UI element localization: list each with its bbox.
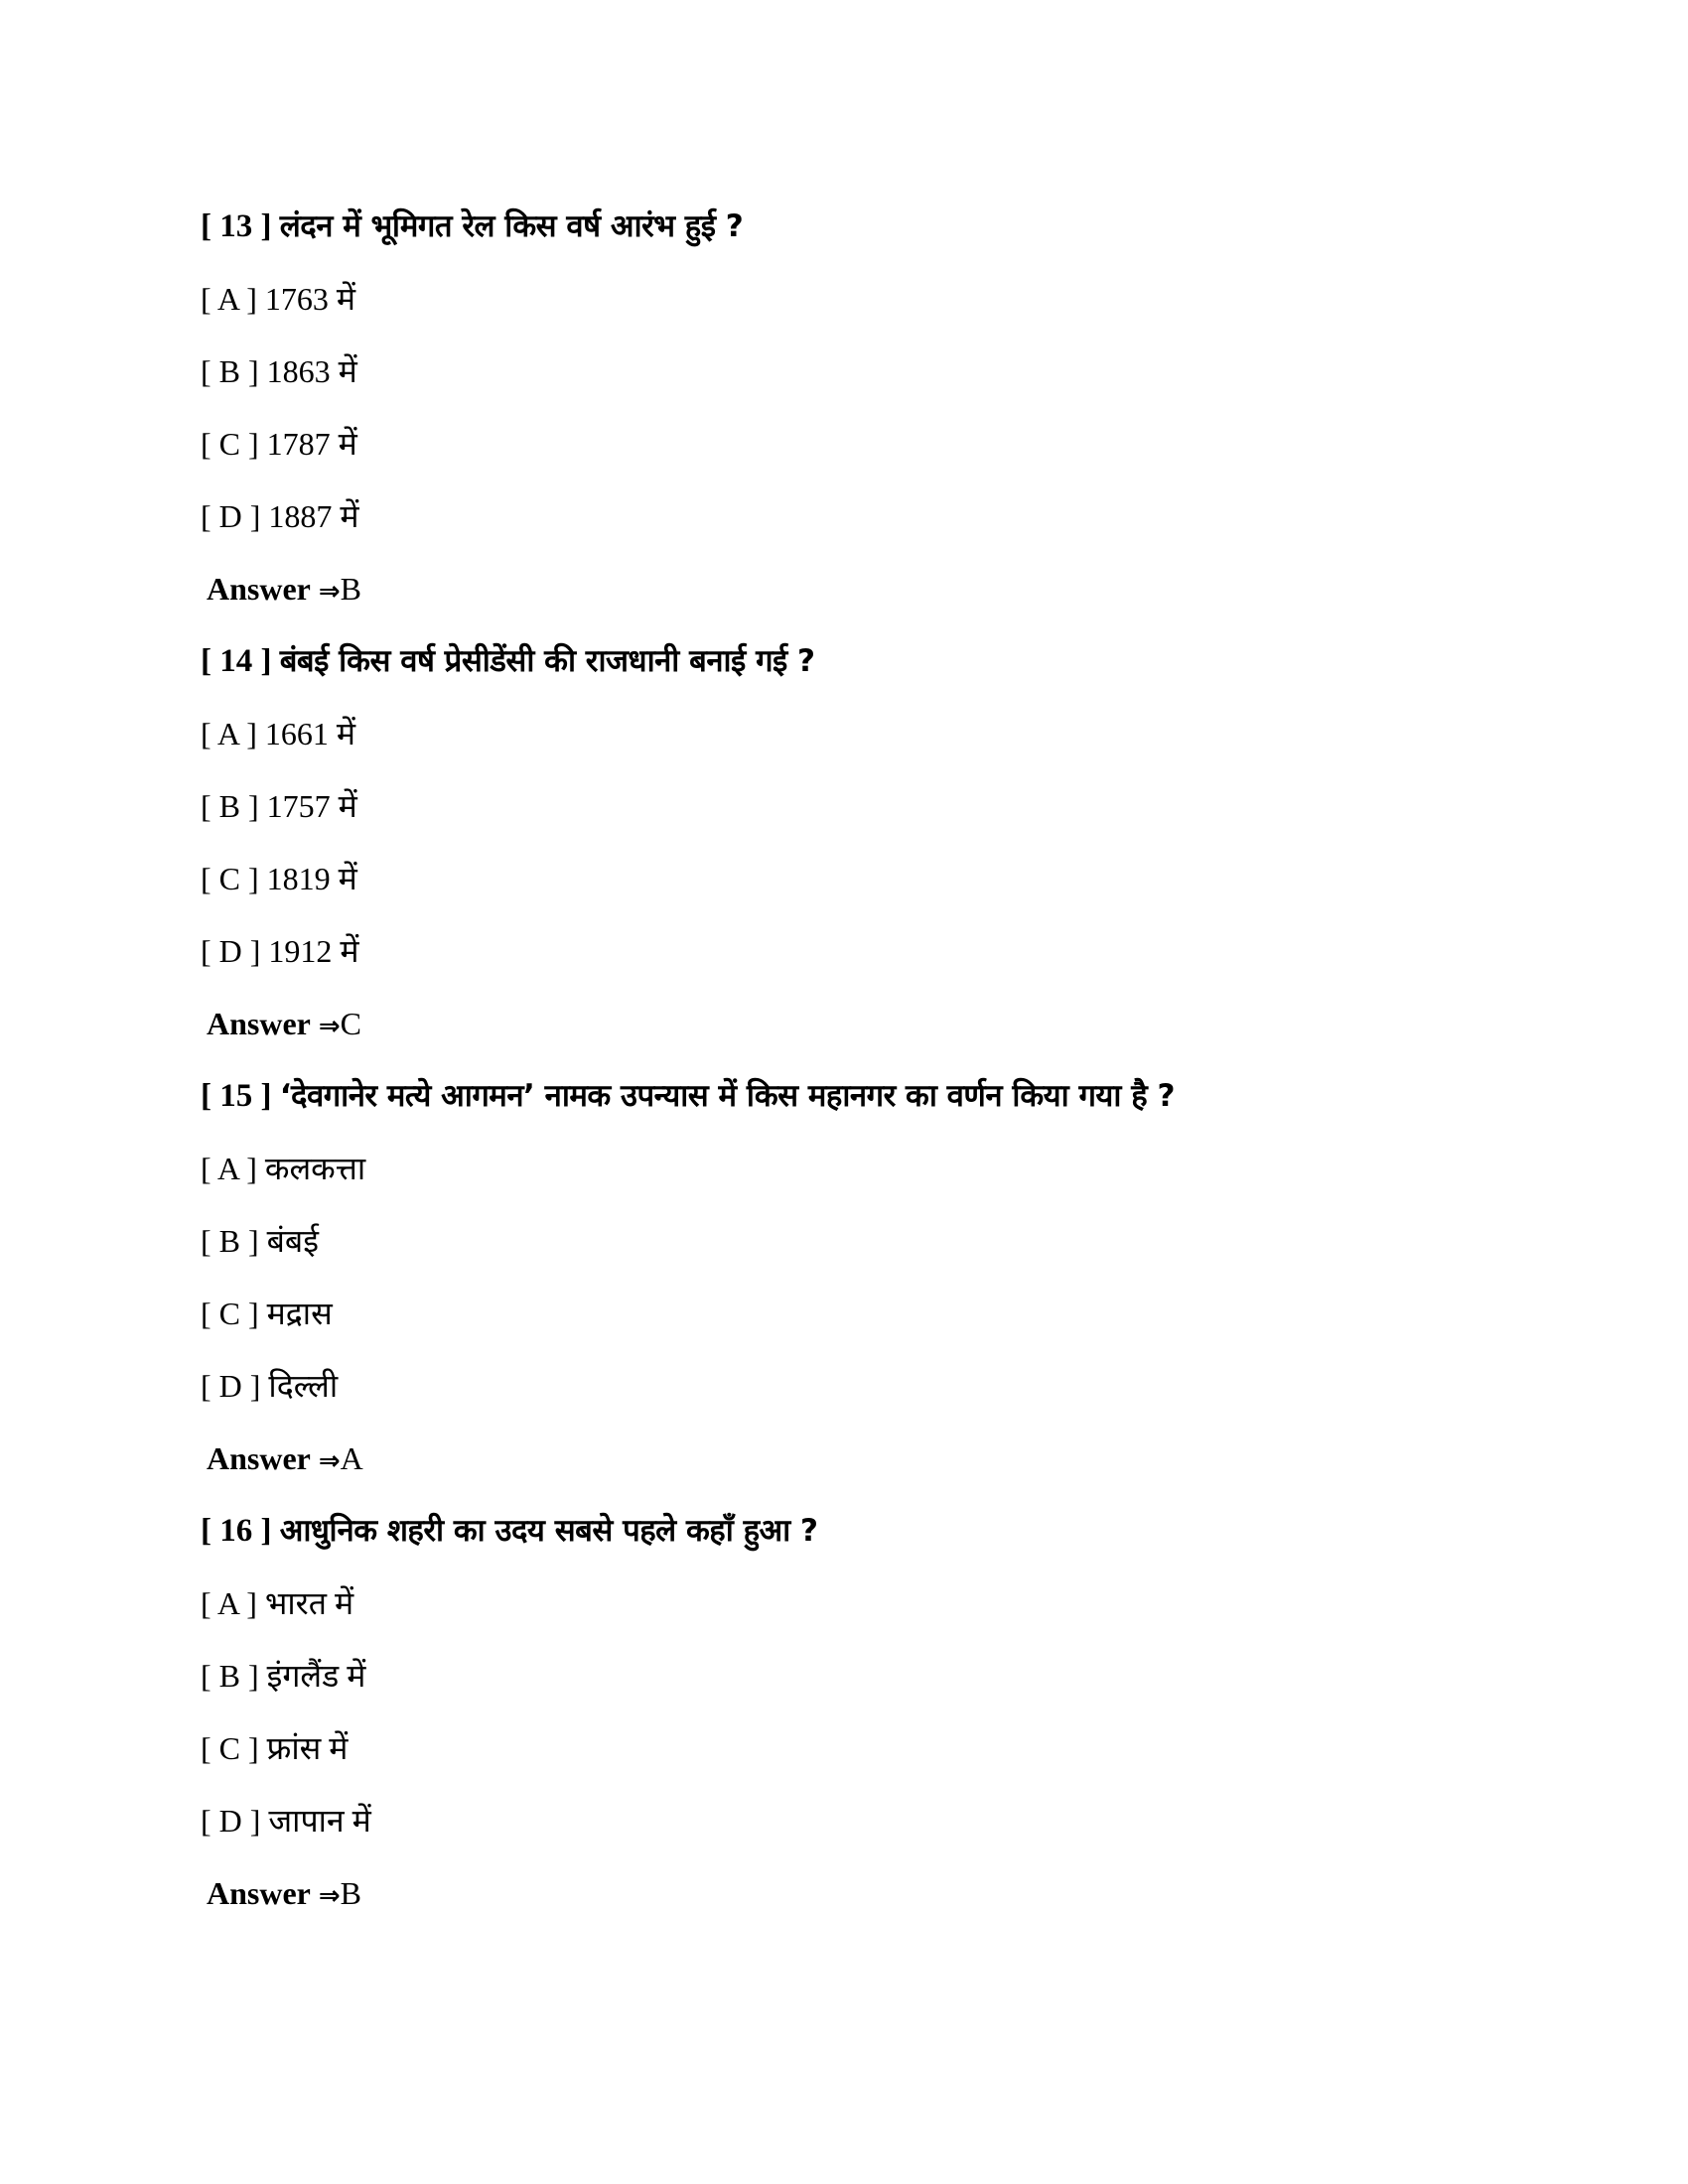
answer-line	[201, 1423, 1591, 1495]
answer-line	[201, 1857, 1591, 1930]
question-block-13	[201, 191, 1591, 625]
option-label: [ B ]	[201, 788, 259, 824]
answer-value: B	[340, 1875, 362, 1911]
question-number: [ 15 ]	[201, 1078, 272, 1114]
answer-label: Answer	[207, 1006, 311, 1041]
option-text: 1887 में	[268, 498, 359, 534]
double-arrow-icon: ⇒	[318, 1012, 341, 1041]
question-heading	[201, 191, 1591, 263]
option-label: [ D ]	[201, 933, 261, 969]
option-label: [ A ]	[201, 716, 257, 751]
option-d	[201, 915, 1591, 988]
option-label: [ D ]	[201, 1368, 261, 1404]
option-a	[201, 1568, 1591, 1640]
question-text: आधुनिक शहरी का उदय सबसे पहले कहाँ हुआ ?	[279, 1513, 818, 1549]
question-text: लंदन में भूमिगत रेल किस वर्ष आरंभ हुई ?	[279, 208, 744, 244]
answer-line	[201, 553, 1591, 625]
option-label: [ B ]	[201, 353, 259, 389]
option-label: [ B ]	[201, 1223, 259, 1259]
option-text: 1863 में	[266, 353, 357, 389]
option-c	[201, 1278, 1591, 1350]
option-text: 1757 में	[266, 788, 357, 824]
option-text: बंबई	[266, 1223, 319, 1259]
option-text: 1763 में	[264, 281, 356, 317]
double-arrow-icon: ⇒	[318, 577, 341, 607]
option-b	[201, 336, 1591, 408]
question-heading	[201, 625, 1591, 698]
option-c	[201, 843, 1591, 915]
option-b	[201, 1205, 1591, 1278]
question-number: [ 16 ]	[201, 1513, 272, 1549]
option-text: 1912 में	[268, 933, 359, 969]
option-text: 1819 में	[266, 861, 357, 896]
option-label: [ A ]	[201, 1151, 257, 1186]
question-number: [ 14 ]	[201, 643, 272, 679]
option-label: [ D ]	[201, 1803, 261, 1839]
question-block-16	[201, 1495, 1591, 1930]
option-label: [ C ]	[201, 861, 259, 896]
double-arrow-icon: ⇒	[318, 1881, 341, 1911]
answer-line	[201, 988, 1591, 1060]
answer-value: C	[340, 1006, 362, 1041]
option-text: इंगलैंड में	[266, 1658, 366, 1694]
option-text: 1661 में	[264, 716, 356, 751]
option-label: [ A ]	[201, 1585, 257, 1621]
option-a	[201, 698, 1591, 770]
question-text: बंबई किस वर्ष प्रेसीडेंसी की राजधानी बनाई गई ?	[279, 643, 815, 679]
question-heading	[201, 1060, 1591, 1133]
answer-label: Answer	[207, 1875, 311, 1911]
option-d	[201, 1785, 1591, 1857]
option-label: [ A ]	[201, 281, 257, 317]
option-c	[201, 1712, 1591, 1785]
option-label: [ D ]	[201, 498, 261, 534]
answer-value: A	[340, 1440, 363, 1476]
option-d	[201, 480, 1591, 553]
question-heading	[201, 1495, 1591, 1568]
option-text: भारत में	[264, 1585, 354, 1621]
option-text: दिल्ली	[268, 1368, 339, 1404]
option-text: कलकत्ता	[264, 1151, 366, 1186]
option-d	[201, 1350, 1591, 1423]
question-text: ‘देवगानेर मत्ये आगमन’ नामक उपन्यास में किस महानगर का वर्णन किया गया है ?	[279, 1078, 1175, 1114]
option-label: [ B ]	[201, 1658, 259, 1694]
option-label: [ C ]	[201, 1296, 259, 1331]
quiz-page	[201, 191, 1591, 1930]
double-arrow-icon: ⇒	[318, 1446, 341, 1476]
question-block-14	[201, 625, 1591, 1060]
option-text: मद्रास	[266, 1296, 333, 1331]
option-label: [ C ]	[201, 426, 259, 462]
option-c	[201, 408, 1591, 480]
option-label: [ C ]	[201, 1730, 259, 1766]
option-text: जापान में	[268, 1803, 371, 1839]
option-text: फ्रांस में	[266, 1730, 349, 1766]
question-block-15	[201, 1060, 1591, 1495]
option-b	[201, 1640, 1591, 1712]
answer-label: Answer	[207, 571, 311, 607]
option-a	[201, 1133, 1591, 1205]
answer-value: B	[340, 571, 362, 607]
option-text: 1787 में	[266, 426, 357, 462]
option-b	[201, 770, 1591, 843]
answer-label: Answer	[207, 1440, 311, 1476]
question-number: [ 13 ]	[201, 208, 272, 244]
option-a	[201, 263, 1591, 336]
